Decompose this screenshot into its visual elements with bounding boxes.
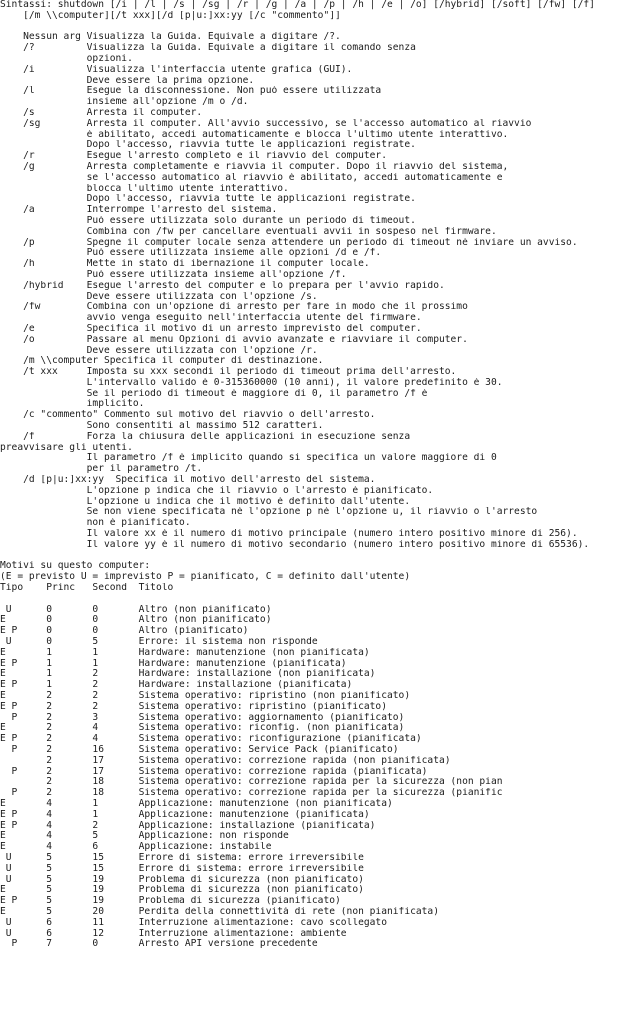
console-line: E 4 6 Applicazione: instabile <box>0 842 272 853</box>
console-line: /l Esegue la disconnessione. Non può essere utilizzata <box>0 86 382 97</box>
console-line: Tipo Princ Second Titolo <box>0 583 174 594</box>
console-line: U 5 19 Problema di sicurezza (non pianificato) <box>0 874 364 885</box>
console-line: E 2 4 Sistema operativo: riconfig. (non pianificata) <box>0 723 405 734</box>
console-line: è abilitato, accedi automaticamente e blocca l'ultimo utente interattivo. <box>0 129 509 140</box>
console-line: /r Esegue l'arresto completo e il riavvio del computer. <box>0 151 387 162</box>
console-line: Dopo l'accesso, riavvia tutte le applicazioni registrate. <box>0 140 416 151</box>
console-line: /m \\computer Specifica il computer di destinazione. <box>0 356 324 367</box>
console-line: L'opzione p indica che il riavvio o l'arresto è pianificato. <box>0 485 434 496</box>
console-line: /? Visualizza la Guida. Equivale a digitare il comando senza <box>0 43 416 54</box>
console-line: E 4 5 Applicazione: non risponde <box>0 831 289 842</box>
console-line: /h Mette in stato di ibernazione il computer locale. <box>0 259 370 270</box>
console-line: /p Spegne il computer locale senza attendere un periodo di timeout né inviare un avviso. <box>0 237 578 248</box>
console-line: Il parametro /f è implicito quando si specifica un valore maggiore di 0 <box>0 453 497 464</box>
console-line: L'intervallo valido è 0-315360000 (10 anni), il valore predefinito è 30. <box>0 377 503 388</box>
console-line: Deve essere la prima opzione. <box>0 75 255 86</box>
console-line: non è pianificato. <box>0 518 191 529</box>
console-line <box>0 594 640 605</box>
console-line: P 2 3 Sistema operativo: aggiornamento (pianificato) <box>0 712 405 723</box>
console-line: /e Specifica il motivo di un arresto imprevisto del computer. <box>0 323 422 334</box>
console-line: E P 1 1 Hardware: manutenzione (pianificata) <box>0 658 347 669</box>
console-line: avvio venga eseguito nell'interfaccia utente del firmware. <box>0 313 422 324</box>
console-line: /i Visualizza l'interfaccia utente grafica (GUI). <box>0 64 353 75</box>
console-line: E 1 1 Hardware: manutenzione (non pianificata) <box>0 647 370 658</box>
console-line: /sg Arresta il computer. All'avvio successivo, se l'accesso automatico al riavvio <box>0 118 532 129</box>
console-line: Dopo l'accesso, riavvia tutte le applicazioni registrate. <box>0 194 416 205</box>
console-line <box>0 551 640 562</box>
console-line: U 6 11 Interruzione alimentazione: cavo scollegato <box>0 917 387 928</box>
console-line: /c "commento" Commento sul motivo del riavvio o dell'arresto. <box>0 410 376 421</box>
console-line: U 6 12 Interruzione alimentazione: ambiente <box>0 928 347 939</box>
console-line: /o Passare al menu Opzioni di avvio avanzate e riavviare il computer. <box>0 334 468 345</box>
console-line: P 2 16 Sistema operativo: Service Pack (pianificato) <box>0 744 399 755</box>
console-line: /g Arresta completamente e riavvia il computer. Dopo il riavvio del sistema, <box>0 161 509 172</box>
console-line: U 0 0 Altro (non pianificato) <box>0 604 272 615</box>
console-line: E P 4 1 Applicazione: manutenzione (pianificata) <box>0 809 370 820</box>
console-line: Se non viene specificata né l'opzione p né l'opzione u, il riavvio o l'arresto <box>0 507 538 518</box>
console-line: (E = previsto U = imprevisto P = pianificato, C = definito dall'utente) <box>0 572 411 583</box>
console-line: P 7 0 Arresto API versione precedente <box>0 939 318 950</box>
console-line: P 2 17 Sistema operativo: correzione rapida (pianificata) <box>0 766 428 777</box>
console-line: U 5 15 Errore di sistema: errore irreversibile <box>0 863 364 874</box>
console-line: opzioni. <box>0 53 133 64</box>
console-line <box>0 22 640 33</box>
console-line: E P 5 19 Problema di sicurezza (pianificato) <box>0 896 341 907</box>
console-line: E 4 1 Applicazione: manutenzione (non pianificata) <box>0 798 393 809</box>
console-line: L'opzione u indica che il motivo è definito dall'utente. <box>0 496 411 507</box>
console-line: E 0 0 Altro (non pianificato) <box>0 615 272 626</box>
console-line: /s Arresta il computer. <box>0 107 203 118</box>
console-line: E 5 20 Perdita della connettività di rete (non pianificata) <box>0 906 439 917</box>
console-line: /d [p|u:]xx:yy Specifica il motivo dell'arresto del sistema. <box>0 475 376 486</box>
console-line: Deve essere utilizzata con l'opzione /r. <box>0 345 318 356</box>
console-line: insieme all'opzione /m o /d. <box>0 97 249 108</box>
console-line: U 0 5 Errore: il sistema non risponde <box>0 637 318 648</box>
console-line: 2 18 Sistema operativo: correzione rapida per la sicurezza (non pian <box>0 777 503 788</box>
console-line: Può essere utilizzata solo durante un periodo di timeout. <box>0 215 416 226</box>
console-line: P 2 18 Sistema operativo: correzione rapida per la sicurezza (pianific <box>0 788 503 799</box>
console-line: Il valore xx è il numero di motivo principale (numero intero positivo minore di 256). <box>0 529 578 540</box>
console-line: /t xxx Imposta su xxx secondi il periodo di timeout prima dell'arresto. <box>0 367 457 378</box>
console-line: E 5 19 Problema di sicurezza (non pianificato) <box>0 885 364 896</box>
console-line: Il valore yy è il numero di motivo secondario (numero intero positivo minore di 65536). <box>0 539 590 550</box>
console-line: blocca l'ultimo utente interattivo. <box>0 183 289 194</box>
console-line: Può essere utilizzata insieme all'opzione /f. <box>0 269 347 280</box>
console-line: E P 0 0 Altro (pianificato) <box>0 626 249 637</box>
console-line: /f Forza la chiusura delle applicazioni in esecuzione senza <box>0 431 411 442</box>
console-line: E P 2 2 Sistema operativo: ripristino (pianificato) <box>0 701 387 712</box>
console-line: implicito. <box>0 399 145 410</box>
console-line: se l'accesso automatico al riavvio è abilitato, accedi automaticamente e <box>0 172 503 183</box>
console-line: E P 4 2 Applicazione: installazione (pianificata) <box>0 820 376 831</box>
console-line: Deve essere utilizzata con l'opzione /s. <box>0 291 318 302</box>
console-line: Nessun arg Visualizza la Guida. Equivale a digitare /?. <box>0 32 341 43</box>
console-line: per il parametro /t. <box>0 464 203 475</box>
console-line: preavvisare gli utenti. <box>0 442 133 453</box>
console-line: Sono consentiti al massimo 512 caratteri. <box>0 421 324 432</box>
console-line: Sintassi: shutdown [/i | /l | /s | /sg | /r | /g | /a | /p | /h | /e | /o] [/hybrid] [/soft] [/fw] [/f] <box>0 0 595 10</box>
console-line: Se il periodo di timeout è maggiore di 0, il parametro /f è <box>0 388 428 399</box>
console-line: 2 17 Sistema operativo: correzione rapida (non pianificata) <box>0 755 451 766</box>
console-line: /hybrid Esegue l'arresto del computer e lo prepara per l'avvio rapido. <box>0 280 445 291</box>
console-line: U 5 15 Errore di sistema: errore irreversibile <box>0 852 364 863</box>
console-line: Combina con /fw per cancellare eventuali avvii in sospeso nel firmware. <box>0 226 497 237</box>
console-line: Motivi su questo computer: <box>0 561 151 572</box>
console-line: E P 1 2 Hardware: installazione (pianificata) <box>0 680 353 691</box>
console-line: /a Interrompe l'arresto del sistema. <box>0 205 278 216</box>
console-line: /fw Combina con un'opzione di arresto per fare in modo che il prossimo <box>0 302 468 313</box>
console-line: [/m \\computer][/t xxx][/d [p|u:]xx:yy [/c "commento"]] <box>0 10 341 21</box>
console-line: Può essere utilizzata insieme alle opzioni /d e /f. <box>0 248 382 259</box>
console-line: E 2 2 Sistema operativo: ripristino (non pianificato) <box>0 691 411 701</box>
console-line: E P 2 4 Sistema operativo: riconfigurazione (pianificata) <box>0 734 422 745</box>
console-line: E 1 2 Hardware: installazione (non pianificata) <box>0 669 376 680</box>
